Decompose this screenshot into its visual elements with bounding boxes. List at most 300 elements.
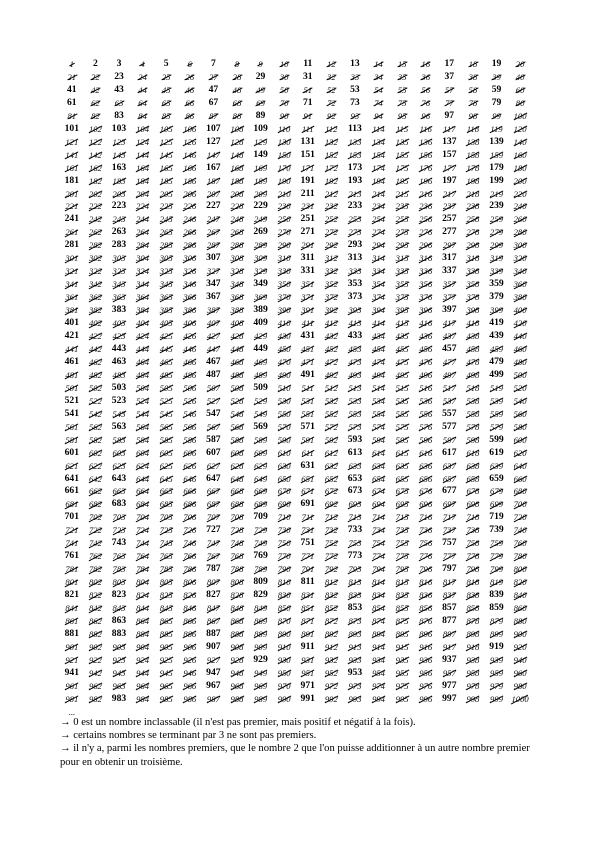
crossed-number: 675	[395, 486, 409, 497]
crossed-number: 104	[136, 123, 150, 134]
crossed-number: 992	[324, 693, 338, 704]
crossed-number: 698	[466, 499, 480, 510]
crossed-number: 279	[490, 227, 503, 238]
prime-number: 751	[300, 537, 315, 549]
crossed-number: 410	[277, 318, 291, 329]
prime-number: 13	[350, 58, 360, 69]
crossed-number: 890	[277, 628, 291, 639]
crossed-number: 901	[65, 641, 79, 652]
crossed-number: 125	[159, 136, 173, 147]
crossed-number: 506	[183, 382, 197, 393]
crossed-number: 689	[254, 499, 267, 510]
crossed-number: 124	[136, 136, 150, 147]
crossed-number: 427	[206, 331, 220, 342]
crossed-number: 533	[348, 395, 362, 406]
crossed-number: 744	[136, 538, 150, 549]
crossed-number: 58	[468, 84, 478, 95]
crossed-number: 276	[419, 227, 433, 238]
crossed-number: 730	[277, 525, 291, 536]
crossed-number: 494	[372, 369, 385, 380]
crossed-number: 518	[466, 382, 480, 393]
crossed-number: 615	[395, 447, 409, 458]
prime-number: 277	[442, 226, 457, 238]
crossed-number: 497	[442, 369, 456, 380]
crossed-number: 126	[183, 136, 197, 147]
crossed-number: 866	[183, 615, 197, 626]
crossed-number: 909	[254, 641, 267, 652]
grid-row	[60, 84, 532, 97]
crossed-number: 854	[372, 603, 385, 614]
crossed-number: 741	[65, 538, 79, 549]
crossed-number: 812	[324, 577, 338, 588]
prime-number: 127	[206, 135, 221, 147]
crossed-number: 964	[136, 680, 150, 691]
crossed-number: 869	[254, 615, 267, 626]
prime-number: 269	[253, 226, 268, 238]
crossed-number: 459	[490, 343, 503, 354]
crossed-number: 524	[136, 395, 150, 406]
crossed-number: 834	[372, 590, 385, 601]
crossed-number: 212	[324, 188, 338, 199]
grid-row	[60, 654, 532, 667]
crossed-number: 543	[112, 408, 126, 419]
crossed-number: 417	[442, 318, 456, 329]
crossed-number: 247	[206, 214, 220, 225]
crossed-number: 295	[395, 240, 409, 251]
crossed-number: 88	[232, 110, 242, 121]
crossed-number: 48	[232, 84, 242, 95]
crossed-number: 549	[254, 408, 267, 419]
crossed-number: 329	[254, 266, 267, 277]
crossed-number: 384	[136, 305, 150, 316]
crossed-number: 496	[419, 369, 433, 380]
crossed-number: 270	[277, 227, 291, 238]
crossed-number: 682	[88, 499, 102, 510]
crossed-number: 996	[419, 693, 433, 704]
crossed-number: 194	[372, 175, 385, 186]
crossed-number: 12	[327, 59, 336, 69]
crossed-number: 635	[395, 460, 409, 471]
grid-row	[60, 421, 532, 434]
crossed-number: 926	[183, 654, 197, 665]
crossed-number: 905	[159, 641, 173, 652]
crossed-number: 230	[277, 201, 291, 212]
crossed-number: 52	[327, 84, 336, 95]
crossed-number: 976	[419, 680, 433, 691]
crossed-number: 432	[324, 331, 338, 342]
crossed-number: 716	[419, 512, 433, 523]
crossed-number: 434	[372, 331, 385, 342]
crossed-number: 469	[254, 356, 267, 367]
crossed-number: 856	[419, 603, 433, 614]
crossed-number: 805	[159, 577, 173, 588]
prime-number: 449	[253, 342, 268, 354]
crossed-number: 333	[348, 266, 362, 277]
crossed-number: 511	[301, 382, 314, 393]
crossed-number: 437	[442, 331, 456, 342]
prime-number: 683	[111, 498, 127, 510]
crossed-number: 955	[395, 667, 409, 678]
crossed-number: 64	[138, 97, 147, 108]
crossed-number: 501	[65, 382, 79, 393]
crossed-number: 686	[183, 499, 197, 510]
crossed-number: 817	[442, 577, 456, 588]
crossed-number: 218	[466, 188, 480, 199]
crossed-number: 645	[159, 473, 173, 484]
crossed-number: 796	[419, 564, 433, 575]
crossed-number: 934	[372, 654, 385, 665]
crossed-number: 952	[324, 667, 338, 678]
crossed-number: 940	[513, 654, 527, 665]
crossed-number: 800	[513, 564, 527, 575]
crossed-number: 160	[513, 149, 527, 160]
crossed-number: 24	[138, 71, 147, 82]
crossed-number: 810	[277, 577, 291, 588]
grid-row	[60, 511, 532, 524]
crossed-number: 492	[324, 369, 338, 380]
crossed-number: 345	[159, 279, 173, 290]
crossed-number: 168	[230, 162, 244, 173]
crossed-number: 344	[136, 279, 150, 290]
crossed-number: 146	[183, 149, 197, 160]
crossed-number: 114	[372, 123, 385, 134]
crossed-number: 669	[254, 486, 267, 497]
crossed-number: 566	[183, 421, 197, 432]
grid-row	[60, 382, 532, 395]
crossed-number: 858	[466, 603, 480, 614]
crossed-number: 156	[419, 149, 433, 160]
crossed-number: 517	[442, 382, 456, 393]
crossed-number: 483	[112, 369, 126, 380]
crossed-number: 740	[513, 525, 527, 536]
crossed-number: 224	[136, 201, 150, 212]
crossed-number: 486	[183, 369, 197, 380]
crossed-number: 948	[230, 667, 244, 678]
crossed-number: 328	[230, 266, 244, 277]
crossed-number: 622	[88, 460, 102, 471]
crossed-number: 510	[277, 382, 291, 393]
grid-row	[60, 524, 532, 537]
prime-number: 283	[111, 239, 127, 251]
crossed-number: 70	[279, 97, 289, 108]
grid-ellipsis: ...	[68, 706, 76, 717]
crossed-number: 704	[136, 512, 150, 523]
crossed-number: 664	[136, 486, 150, 497]
crossed-number: 897	[442, 628, 456, 639]
prime-number: 79	[491, 96, 502, 108]
crossed-number: 110	[278, 123, 291, 134]
crossed-number: 116	[419, 123, 432, 134]
crossed-number: 843	[112, 603, 126, 614]
prime-number: 743	[111, 537, 127, 549]
crossed-number: 923	[112, 654, 126, 665]
crossed-number: 366	[183, 292, 197, 303]
crossed-number: 275	[395, 227, 409, 238]
crossed-number: 377	[442, 292, 456, 303]
crossed-number: 322	[88, 266, 102, 277]
crossed-number: 554	[372, 408, 385, 419]
crossed-number: 680	[513, 486, 527, 497]
crossed-number: 980	[513, 680, 527, 691]
prime-number: 257	[442, 213, 457, 225]
crossed-number: 294	[372, 240, 385, 251]
prime-number: 823	[111, 589, 127, 601]
crossed-number: 705	[159, 512, 173, 523]
crossed-number: 219	[490, 188, 503, 199]
crossed-number: 667	[206, 486, 220, 497]
crossed-number: 148	[230, 149, 244, 160]
crossed-number: 828	[230, 590, 244, 601]
crossed-number: 136	[419, 136, 433, 147]
crossed-number: 939	[490, 654, 503, 665]
crossed-number: 560	[513, 408, 527, 419]
crossed-number: 287	[206, 240, 220, 251]
grid-row	[60, 615, 532, 628]
crossed-number: 340	[513, 266, 527, 277]
prime-number: 367	[206, 291, 221, 303]
crossed-number: 471	[301, 356, 315, 367]
grid-row	[60, 304, 532, 317]
crossed-number: 374	[372, 292, 385, 303]
crossed-number: 476	[419, 356, 433, 367]
prime-number: 421	[64, 330, 79, 342]
crossed-number: 584	[136, 434, 150, 445]
prime-number: 109	[253, 122, 268, 134]
crossed-number: 879	[490, 615, 503, 626]
crossed-number: 86	[185, 110, 195, 121]
crossed-number: 832	[324, 590, 338, 601]
crossed-number: 671	[301, 486, 315, 497]
crossed-number: 306	[183, 253, 197, 264]
crossed-number: 556	[419, 408, 433, 419]
crossed-number: 865	[159, 615, 173, 626]
prime-number: 691	[300, 498, 315, 510]
grid-row	[60, 395, 532, 408]
crossed-number: 573	[348, 421, 362, 432]
crossed-number: 896	[419, 628, 433, 639]
crossed-number: 408	[230, 318, 244, 329]
crossed-number: 995	[395, 693, 409, 704]
crossed-number: 564	[136, 421, 150, 432]
prime-number: 997	[442, 692, 457, 704]
crossed-number: 982	[88, 693, 102, 704]
prime-number: 613	[347, 446, 363, 458]
crossed-number: 452	[324, 343, 338, 354]
crossed-number: 66	[185, 97, 195, 108]
crossed-number: 868	[230, 615, 244, 626]
prime-number: 719	[489, 511, 504, 523]
crossed-number: 185	[159, 175, 173, 186]
crossed-number: 895	[395, 628, 409, 639]
crossed-number: 514	[372, 382, 385, 393]
crossed-number: 758	[466, 538, 480, 549]
crossed-number: 900	[513, 628, 527, 639]
crossed-number: 998	[466, 693, 480, 704]
crossed-number: 536	[419, 395, 433, 406]
crossed-number: 920	[513, 641, 527, 652]
crossed-number: 555	[395, 408, 409, 419]
crossed-number: 786	[183, 564, 197, 575]
crossed-number: 688	[230, 499, 244, 510]
crossed-number: 170	[277, 162, 291, 173]
prime-number: 19	[491, 58, 502, 69]
crossed-number: 355	[395, 279, 409, 290]
crossed-number: 44	[138, 84, 147, 95]
crossed-number: 415	[395, 318, 409, 329]
prime-number: 479	[489, 355, 504, 367]
crossed-number: 232	[324, 201, 338, 212]
crossed-number: 917	[442, 641, 456, 652]
crossed-number: 760	[513, 538, 527, 549]
grid-row	[60, 434, 532, 447]
grid-row	[60, 110, 532, 123]
crossed-number: 674	[372, 486, 385, 497]
crossed-number: 956	[419, 667, 433, 678]
crossed-number: 400	[513, 305, 527, 316]
prime-number: 167	[206, 161, 221, 173]
crossed-number: 135	[395, 136, 409, 147]
crossed-number: 842	[88, 603, 102, 614]
prime-number: 313	[347, 252, 363, 264]
crossed-number: 354	[372, 279, 385, 290]
note-ending-three: → certains nombres se terminant par 3 ne sont pas premiers.	[60, 730, 317, 742]
crossed-number: 508	[230, 382, 244, 393]
prime-number: 173	[347, 161, 363, 173]
grid-row	[60, 356, 532, 369]
crossed-number: 406	[183, 318, 197, 329]
crossed-number: 27	[209, 71, 218, 82]
crossed-number: 542	[88, 408, 102, 419]
crossed-number: 765	[159, 551, 173, 562]
crossed-number: 650	[277, 473, 291, 484]
prime-number: 677	[442, 485, 457, 497]
crossed-number: 108	[230, 123, 244, 134]
crossed-number: 822	[88, 590, 102, 601]
crossed-number: 36	[421, 71, 430, 82]
crossed-number: 713	[348, 512, 362, 523]
crossed-number: 18	[468, 59, 478, 69]
crossed-number: 532	[324, 395, 338, 406]
crossed-number: 988	[230, 693, 244, 704]
crossed-number: 442	[88, 343, 102, 354]
prime-number: 701	[64, 511, 79, 523]
crossed-number: 302	[88, 253, 102, 264]
prime-number: 53	[350, 83, 360, 95]
crossed-number: 159	[490, 149, 503, 160]
crossed-number: 68	[232, 97, 242, 108]
crossed-number: 936	[419, 654, 433, 665]
crossed-number: 105	[159, 123, 173, 134]
prime-number: 617	[442, 446, 457, 458]
crossed-number: 968	[230, 680, 244, 691]
crossed-number: 205	[159, 188, 173, 199]
crossed-number: 50	[279, 84, 289, 95]
crossed-number: 122	[88, 136, 102, 147]
crossed-number: 711	[301, 512, 314, 523]
grid-row	[60, 136, 532, 149]
prime-number: 503	[111, 381, 127, 393]
crossed-number: 188	[230, 175, 244, 186]
crossed-number: 460	[513, 343, 527, 354]
crossed-number: 561	[65, 421, 79, 432]
crossed-number: 166	[183, 162, 197, 173]
prime-number: 599	[489, 433, 504, 445]
crossed-number: 262	[88, 227, 102, 238]
crossed-number: 1000	[511, 693, 529, 704]
crossed-number: 687	[206, 499, 220, 510]
crossed-number: 356	[419, 279, 433, 290]
crossed-number: 932	[324, 654, 338, 665]
crossed-number: 28	[232, 71, 242, 82]
crossed-number: 336	[419, 266, 433, 277]
crossed-number: 178	[466, 162, 480, 173]
crossed-number: 694	[372, 499, 385, 510]
prime-number: 587	[206, 433, 221, 445]
crossed-number: 894	[372, 628, 385, 639]
crossed-number: 558	[466, 408, 480, 419]
prime-number: 7	[210, 58, 216, 69]
grid-row	[60, 239, 532, 252]
prime-number: 179	[489, 161, 504, 173]
prime-number: 307	[206, 252, 221, 264]
crossed-number: 852	[324, 603, 338, 614]
crossed-number: 128	[230, 136, 244, 147]
crossed-number: 807	[206, 577, 220, 588]
crossed-number: 570	[277, 421, 291, 432]
crossed-number: 177	[442, 162, 456, 173]
crossed-number: 259	[490, 214, 503, 225]
crossed-number: 585	[159, 434, 173, 445]
crossed-number: 92	[327, 110, 336, 121]
note-sum-two: → il n'y a, parmi les nombres premiers, que le nombre 2 que l'on puisse additionner à un autre nombre premier pour en obtenir un troisième.	[60, 743, 530, 768]
crossed-number: 298	[466, 240, 480, 251]
crossed-number: 928	[230, 654, 244, 665]
prime-number: 89	[255, 109, 266, 121]
crossed-number: 539	[490, 395, 503, 406]
crossed-number: 106	[183, 123, 197, 134]
grid-row	[60, 58, 532, 71]
crossed-number: 993	[348, 693, 362, 704]
prime-number: 37	[444, 70, 455, 82]
crossed-number: 845	[159, 603, 173, 614]
crossed-number: 710	[277, 512, 291, 523]
crossed-number: 98	[468, 110, 478, 121]
crossed-number: 972	[324, 680, 338, 691]
crossed-number: 215	[395, 188, 409, 199]
grid-row	[60, 447, 532, 460]
crossed-number: 214	[372, 188, 385, 199]
crossed-number: 759	[490, 538, 503, 549]
grid-row	[60, 537, 532, 550]
crossed-number: 315	[395, 253, 409, 264]
crossed-number: 960	[513, 667, 527, 678]
crossed-number: 175	[395, 162, 409, 173]
crossed-number: 42	[91, 84, 100, 95]
crossed-number: 679	[490, 486, 503, 497]
crossed-number: 954	[372, 667, 385, 678]
grid-row	[60, 589, 532, 602]
crossed-number: 984	[136, 693, 150, 704]
crossed-number: 441	[65, 343, 79, 354]
crossed-number: 780	[513, 551, 527, 562]
crossed-number: 472	[324, 356, 338, 367]
prime-number: 157	[442, 148, 457, 160]
crossed-number: 847	[206, 603, 220, 614]
crossed-number: 781	[65, 564, 79, 575]
crossed-number: 818	[466, 577, 480, 588]
crossed-number: 16	[421, 59, 430, 69]
crossed-number: 267	[206, 227, 220, 238]
